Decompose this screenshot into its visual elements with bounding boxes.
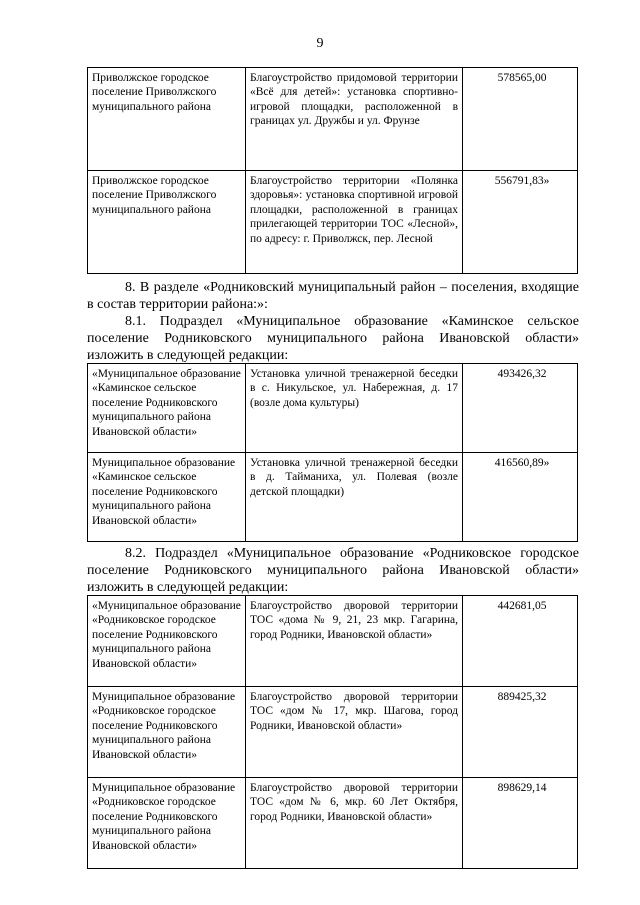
municipality-cell: Муниципальное образование «Каминское сельское поселение Родниковского муниципального района Ивановской области»: [88, 453, 246, 542]
municipality-cell: Муниципальное образование «Родниковское городское поселение Родниковского муниципального района Ивановской области»: [88, 687, 246, 778]
section-8-paragraph: [87, 279, 579, 313]
amount-cell: 578565,00: [463, 68, 578, 171]
municipality-cell: «Муниципальное образование «Каминское сельское поселение Родниковского муниципального района Ивановской области»: [88, 364, 246, 453]
municipality-cell: Приволжское городское поселение Приволжского муниципального района: [88, 171, 246, 274]
project-cell: Установка уличной тренажерной беседки в с. Никульское, ул. Набережная, д. 17 (возле дома культуры): [246, 364, 463, 453]
project-cell: Благоустройство придомовой территории «Всё для детей»: установка спортивно-игровой площадки, расположенной в границах ул. Дружбы и ул. Фрунзе: [246, 68, 463, 171]
projects-table-privolzhsk: [87, 67, 578, 274]
municipality-cell: «Муниципальное образование «Родниковское городское поселение Родниковского муниципального района Ивановской области»: [88, 596, 246, 687]
table-row: [88, 687, 578, 778]
project-cell: Благоустройство дворовой территории ТОС «дом № 6, мкр. 60 Лет Октября, город Родники, Ивановской области»: [246, 778, 463, 869]
project-cell: Благоустройство территории «Полянка здоровья»: установка спортивной игровой площадки, расположенной в границах прилегающей территории ТОС «Лесной», по адресу: г. Приволжск, пер. Лесной: [246, 171, 463, 274]
subsection-8-1-text: 8.1. Подраздел «Муниципальное образование «Каминское сельское поселение Родниковского муниципального района Ивановской области» изложить в следующей редакции:: [87, 314, 579, 363]
subsection-8-2-paragraph: [87, 545, 579, 596]
table-row: [88, 596, 578, 687]
table-row: [88, 364, 578, 453]
table-row: [88, 68, 578, 171]
project-cell: Установка уличной тренажерной беседки в д. Тайманиха, ул. Полевая (возле детской площадки): [246, 453, 463, 542]
municipality-cell: Приволжское городское поселение Приволжского муниципального района: [88, 68, 246, 171]
projects-table-kaminskoe: [87, 363, 578, 542]
amount-cell: 416560,89»: [463, 453, 578, 542]
subsection-8-1-paragraph: [87, 313, 579, 364]
municipality-cell: Муниципальное образование «Родниковское городское поселение Родниковского муниципального района Ивановской области»: [88, 778, 246, 869]
page-number: 9: [316, 36, 324, 51]
table-row: [88, 171, 578, 274]
projects-table-rodniki: [87, 595, 578, 869]
project-cell: Благоустройство дворовой территории ТОС «дома № 9, 21, 23 мкр. Гагарина, город Родники, Ивановской области»: [246, 596, 463, 687]
amount-cell: 898629,14: [463, 778, 578, 869]
amount-cell: 556791,83»: [463, 171, 578, 274]
amount-cell: 889425,32: [463, 687, 578, 778]
amount-cell: 493426,32: [463, 364, 578, 453]
amount-cell: 442681,05: [463, 596, 578, 687]
project-cell: Благоустройство дворовой территории ТОС «дом № 17, мкр. Шагова, город Родники, Ивановской области»: [246, 687, 463, 778]
section-8-text: 8. В разделе «Родниковский муниципальный район – поселения, входящие в состав территории района:»:: [87, 280, 579, 312]
subsection-8-2-text: 8.2. Подраздел «Муниципальное образование «Родниковское городское поселение Родниковского муниципального района Ивановской области» изложить в следующей редакции:: [87, 546, 579, 595]
table-row: [88, 778, 578, 869]
table-row: [88, 453, 578, 542]
